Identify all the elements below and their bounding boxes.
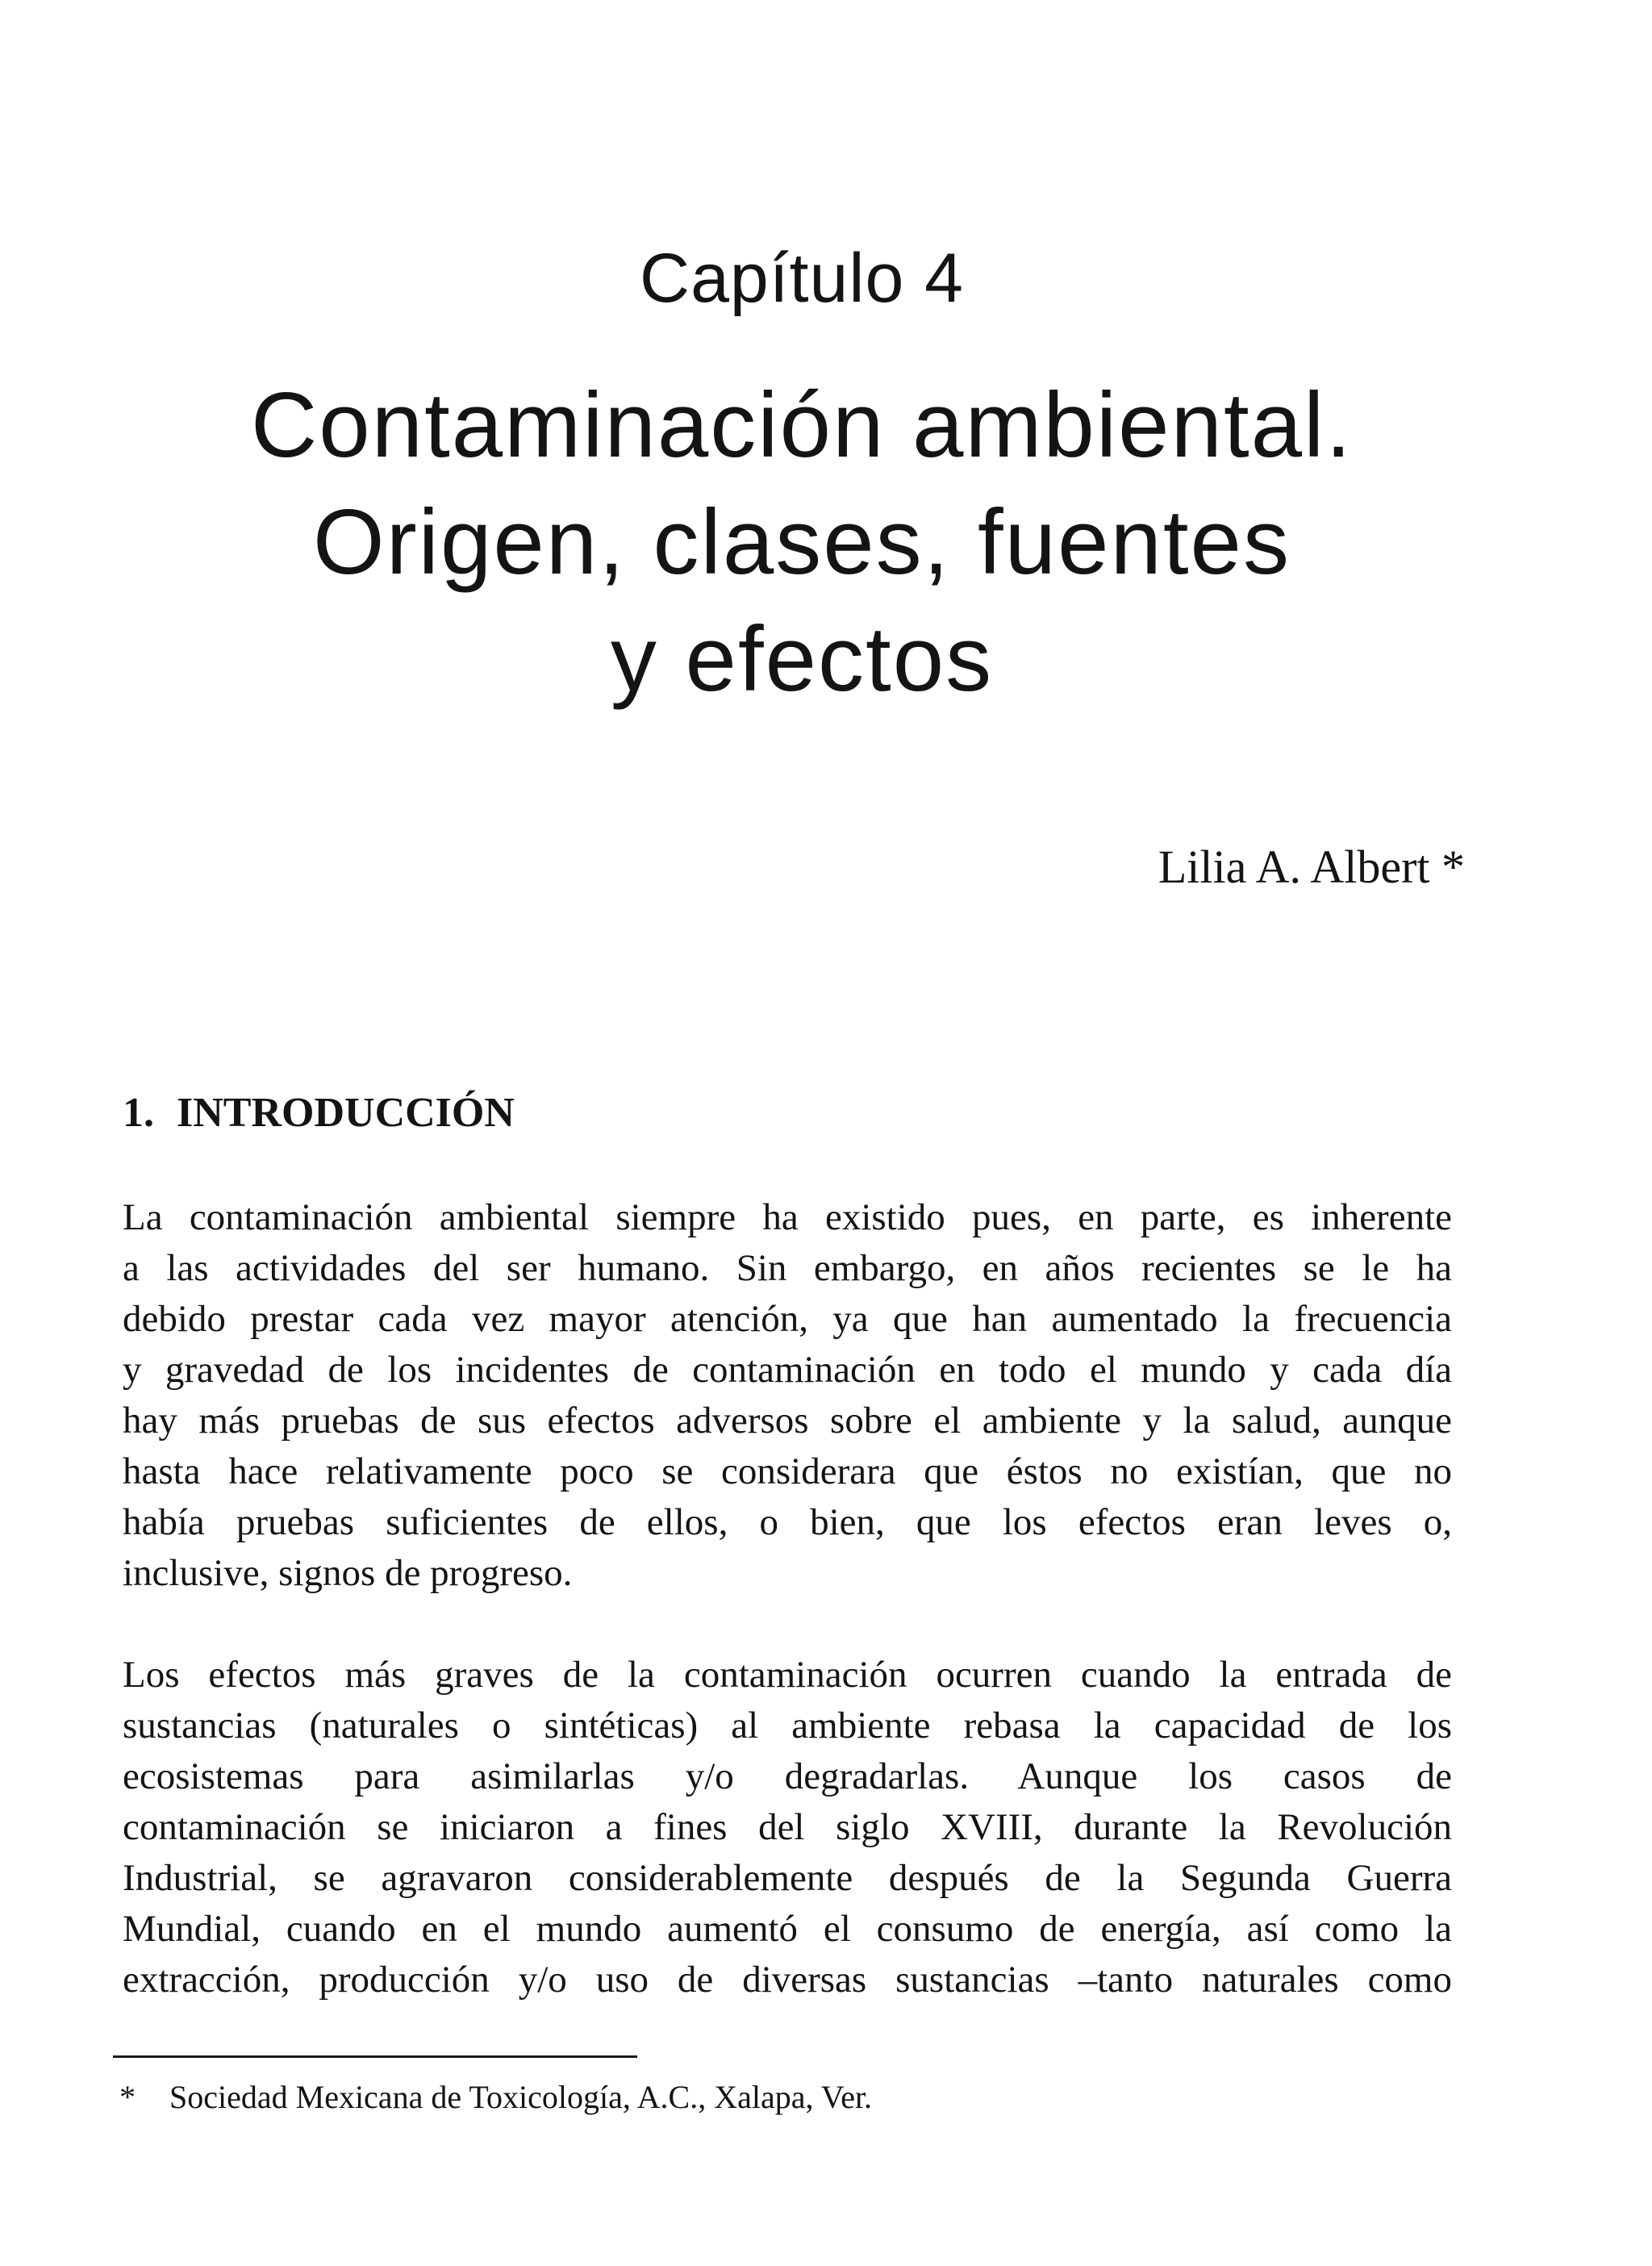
- paragraph-line: contaminación se iniciaron a fines del siglo XVIII, durante la Revolución: [123, 1806, 1452, 1848]
- footnote-mark: *: [119, 2079, 136, 2115]
- paragraph-line: debido prestar cada vez mayor atención, ya que han aumentado la frecuencia: [123, 1298, 1452, 1340]
- paragraph-introduction-2: [123, 1650, 1452, 2005]
- paragraph-line: a las actividades del ser humano. Sin embargo, en años recientes se le ha: [123, 1247, 1452, 1289]
- paragraph-line: Industrial, se agravaron considerablemente después de la Segunda Guerra: [123, 1857, 1452, 1899]
- chapter-title-line: Contaminación ambiental.: [250, 374, 1354, 477]
- footnote-divider: [113, 2055, 637, 2058]
- footnote-text: Sociedad Mexicana de Toxicología, A.C., Xalapa, Ver.: [169, 2079, 873, 2115]
- footnote: [119, 2075, 872, 2120]
- section-title: INTRODUCCIÓN: [177, 1090, 515, 1136]
- paragraph-line: ecosistemas para asimilarlas y/o degradarlas. Aunque los casos de: [123, 1755, 1452, 1797]
- chapter-title-line: Origen, clases, fuentes: [313, 491, 1291, 594]
- paragraph-line: sustancias (naturales o sintéticas) al ambiente rebasa la capacidad de los: [123, 1705, 1452, 1746]
- chapter-title: [0, 367, 1604, 718]
- paragraph-line: inclusive, signos de progreso.: [123, 1552, 573, 1594]
- paragraph-line: Mundial, cuando en el mundo aumentó el consumo de energía, así como la: [123, 1908, 1452, 1950]
- paragraph-line: extracción, producción y/o uso de diversas sustancias –tanto naturales como: [123, 1959, 1452, 2001]
- paragraph-line: La contaminación ambiental siempre ha existido pues, en parte, es inherente: [123, 1196, 1452, 1238]
- chapter-title-line: y efectos: [610, 608, 994, 711]
- paragraph-line: y gravedad de los incidentes de contaminación en todo el mundo y cada día: [123, 1349, 1452, 1391]
- section-heading: [123, 1085, 515, 1141]
- author-name: Lilia A. Albert *: [1158, 841, 1465, 893]
- paragraph-line: había pruebas suficientes de ellos, o bien, que los efectos eran leves o,: [123, 1501, 1452, 1543]
- paragraph-line: hasta hace relativamente poco se considerara que éstos no existían, que no: [123, 1450, 1452, 1492]
- paragraph-line: Los efectos más graves de la contaminación ocurren cuando la entrada de: [123, 1654, 1452, 1696]
- chapter-label: Capítulo 4: [639, 240, 965, 317]
- paragraph-line: hay más pruebas de sus efectos adversos sobre el ambiente y la salud, aunque: [123, 1400, 1452, 1442]
- section-number: 1.: [123, 1090, 154, 1136]
- paragraph-introduction-1: [123, 1192, 1452, 1599]
